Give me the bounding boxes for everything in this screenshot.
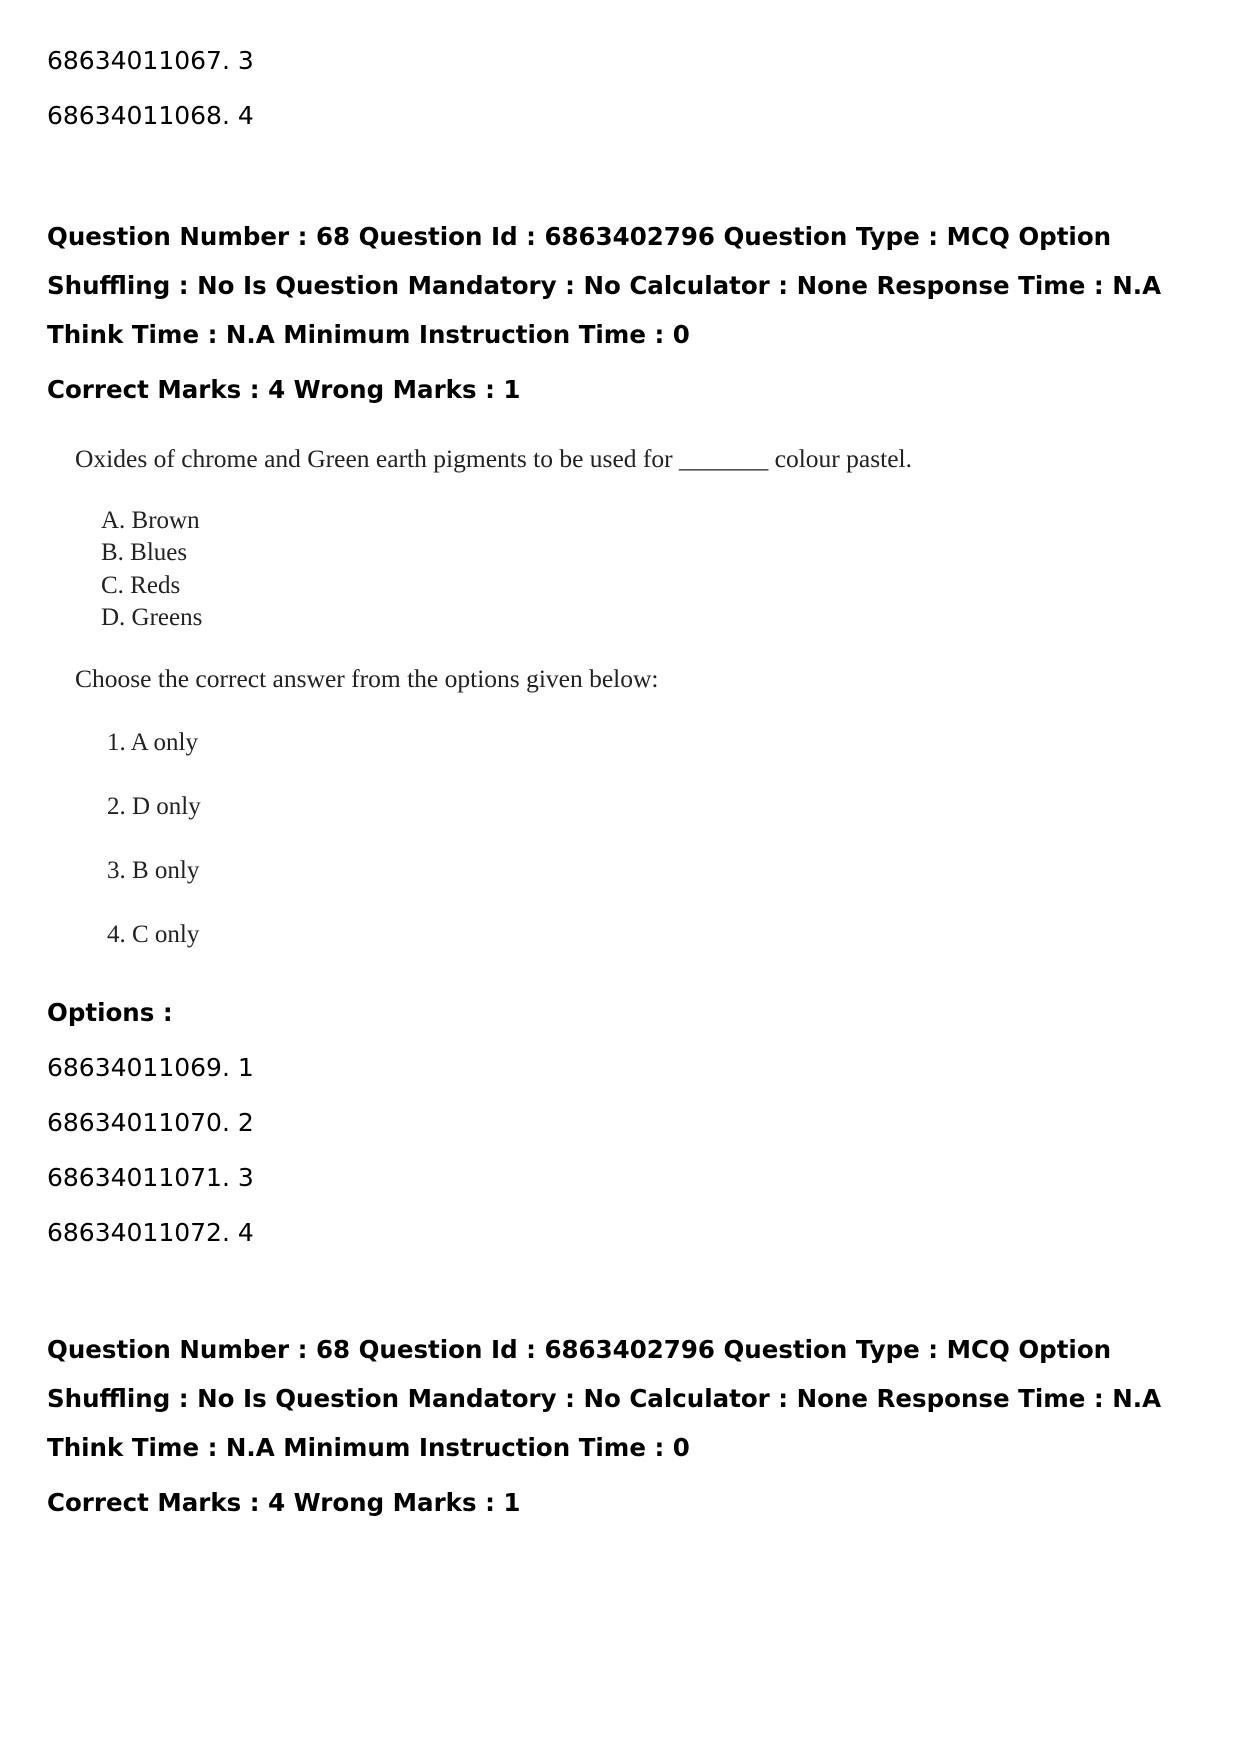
- prev-option-4: 68634011068. 4: [47, 101, 254, 130]
- lettered-option-b: B. Blues: [101, 539, 188, 566]
- choice-2: 2. D only: [107, 793, 201, 820]
- option-1: 68634011069. 1: [47, 1053, 254, 1082]
- question-instruction: Choose the correct answer from the options given below:: [75, 664, 659, 693]
- option-3: 68634011071. 3: [47, 1163, 254, 1192]
- question-header: Question Number : 68 Question Id : 6863402796 Question Type : MCQ Option Shuffling : No Is Question Mandatory : No Calculator : None Response Time : N.A Think Time : N.A Minimum Instruction Time : 0: [47, 222, 1162, 349]
- option-4: 68634011072. 4: [47, 1218, 254, 1247]
- question-stem: Oxides of chrome and Green earth pigments to be used for _______ colour pastel.: [75, 444, 913, 473]
- choice-4: 4. C only: [107, 921, 200, 948]
- next-question-header: Question Number : 68 Question Id : 6863402796 Question Type : MCQ Option Shuffling : No Is Question Mandatory : No Calculator : None Response Time : N.A Think Time : N.A Minimum Instruction Time : 0: [47, 1335, 1162, 1462]
- choice-3: 3. B only: [107, 857, 200, 884]
- options-label: Options :: [47, 998, 173, 1027]
- lettered-option-a: A. Brown: [101, 507, 200, 534]
- question-marks: Correct Marks : 4 Wrong Marks : 1: [47, 375, 521, 404]
- prev-option-3: 68634011067. 3: [47, 46, 254, 75]
- lettered-option-d: D. Greens: [101, 604, 203, 631]
- lettered-option-c: C. Reds: [101, 572, 181, 599]
- choice-1: 1. A only: [107, 729, 198, 756]
- next-question-marks: Correct Marks : 4 Wrong Marks : 1: [47, 1488, 521, 1517]
- option-2: 68634011070. 2: [47, 1108, 254, 1137]
